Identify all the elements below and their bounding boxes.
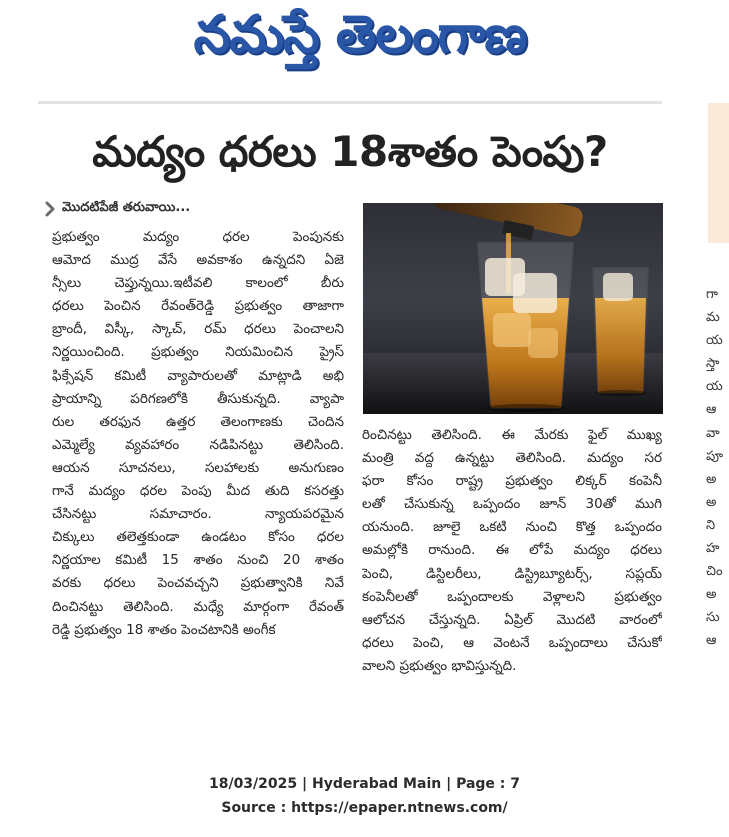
article-photo-whisky-glasses: [363, 203, 663, 414]
article-line: ఫరా కోసం రాష్ట్ర ప్రభుత్వం లిక్కర్ కంపెనీ: [362, 473, 662, 490]
article-line: ధరలు పెంచిన రేవంత్‌రెడ్డి ప్రభుత్వం తాజాగా: [52, 298, 344, 315]
article-line: పెంచి, డిస్టిలరీలు, డిస్ట్రిబ్యూటర్స్, సప్లయ్: [362, 565, 662, 582]
article-line: రించినట్టు తెలిసింది. ఈ మేరకు ఫైల్ ముఖ్య: [362, 427, 662, 443]
adjacent-article-line: య: [706, 379, 723, 395]
adjacent-article-line: అ: [706, 587, 717, 603]
whisky-glasses-illustration: [363, 203, 663, 414]
adjacent-article-line: సు: [706, 610, 720, 626]
adjacent-article-line: మ: [706, 310, 720, 326]
article-line: నిర్ణయించింది. ప్రభుత్వం నియమించిన ప్రైస్: [52, 344, 344, 361]
adjacent-article-line: గా: [706, 287, 718, 302]
article-line: ప్రాయాన్ని పరిగణలోకి తీసుకున్నది. వ్యాపా: [52, 390, 344, 407]
continued-from-front-page: [44, 198, 190, 220]
adjacent-article-line: స్తా: [706, 356, 720, 372]
article-line: ఆయన సూచనలు, సలహాలకు అనుగుణం: [52, 459, 344, 476]
headline: [40, 122, 660, 192]
adjacent-article-line: చిం: [706, 564, 723, 580]
article-line: రుల తరఫున ఉత్తర తెలంగాణకు చెందిన: [52, 413, 344, 430]
masthead-title: నమస్తే తెలంగాణ: [193, 4, 527, 65]
article-line: అమల్లోకి రానుంది. ఈ లోపే మద్యం ధరలు: [362, 542, 662, 559]
article-line: ప్రభుత్వం మద్యం ధరల పెంపునకు: [52, 229, 344, 245]
article-line: కంపెనీలతో ఒప్పందాలకు వెళ్లాలని ప్రభుత్వం: [362, 588, 662, 605]
page-footer: [0, 772, 729, 820]
article-line: చిక్కులు తలెత్తకుండా ఉండటం కోసం ధరల: [52, 529, 344, 546]
article-line: నిర్ణయాల కమిటీ 15 శాతం నుంచి 20 శాతం: [52, 552, 344, 569]
adjacent-article-line: య: [706, 333, 723, 349]
adjacent-article-line: హ: [706, 541, 720, 557]
article-line: వాలని ప్రభుత్వం భావిస్తున్నది.: [362, 657, 517, 674]
source-link: Source : https://epaper.ntnews.com/: [221, 800, 508, 816]
article-line: ఆలోచన చేస్తున్నది. ఏప్రిల్ మొదటి వారంలో: [362, 611, 662, 628]
article-line: ఎమ్మెల్యే వ్యవహారం నడిపినట్టు తెలిసింది.: [52, 436, 344, 453]
chevron-right-icon: [44, 201, 56, 217]
article-line: గానే మద్యం ధరల పెంపు మీద తుది కసరత్తు: [52, 483, 344, 500]
adjacent-article-line: అ: [706, 494, 717, 510]
article-column-1: [52, 226, 344, 642]
adjacent-article-strip: [708, 103, 729, 243]
masthead: [150, 0, 570, 82]
adjacent-article-line: ఆ: [706, 402, 717, 418]
headline-text: మద్యం ధరలు 18శాతం పెంపు?: [92, 127, 608, 176]
article-line: రెడ్డి ప్రభుత్వం 18 శాతం పెంచటానికి అంగీక: [52, 621, 276, 638]
article-line: యనుంది. జూలై ఒకటి నుంచి కొత్త ఒప్పందం: [362, 519, 662, 536]
article-column-2: [362, 424, 662, 678]
header-divider: [38, 101, 662, 104]
edition-info: 18/03/2025 | Hyderabad Main | Page : 7: [208, 776, 521, 792]
article-line: చేసినట్టు సమాచారం. న్యాయపరమైన: [52, 506, 344, 523]
adjacent-article-line: ఆ: [706, 633, 717, 649]
article-line: ఫిక్సేషన్ కమిటీ వ్యాపారులతో మాట్లాడి అభి: [52, 367, 344, 384]
adjacent-article-line: ని: [706, 517, 716, 533]
adjacent-article-line: వా: [706, 425, 720, 441]
article-line: లతో చేసుకున్న ఒప్పందం జూన్ 30తో ముగి: [362, 496, 662, 513]
article-line: ఆమోద ముద్ర వేసే అవకాశం ఉన్నదని ఏజె: [52, 252, 344, 269]
article-line: బ్రాందీ, విస్కీ, స్కాచ్, రమ్ ధరలు పెంచాలని: [52, 321, 344, 338]
article-line: దించినట్టు తెలిసింది. మధ్యే మార్గంగా రేవంత్: [52, 598, 344, 615]
adjacent-article-line: పూ: [706, 448, 724, 464]
article-line: న్సీలు చెప్తున్నయి.ఇటీవలి కాలంలో బీరు: [52, 275, 344, 292]
article-line: వరకు ధరలు పెంచవచ్చని ప్రభుత్వానికి నివే: [52, 575, 344, 592]
continued-label: మొదటిపేజీ తరువాయి...: [62, 200, 191, 215]
adjacent-article-column: [706, 283, 729, 653]
adjacent-article-line: అ: [706, 471, 717, 487]
article-line: ధరలు పెంచి, ఆ వెంటనే ఒప్పందాలు చేసుకో: [362, 634, 662, 651]
article-line: మంత్రి వద్ద ఉన్నట్టు తెలిసింది. మద్యం సర: [362, 450, 662, 467]
